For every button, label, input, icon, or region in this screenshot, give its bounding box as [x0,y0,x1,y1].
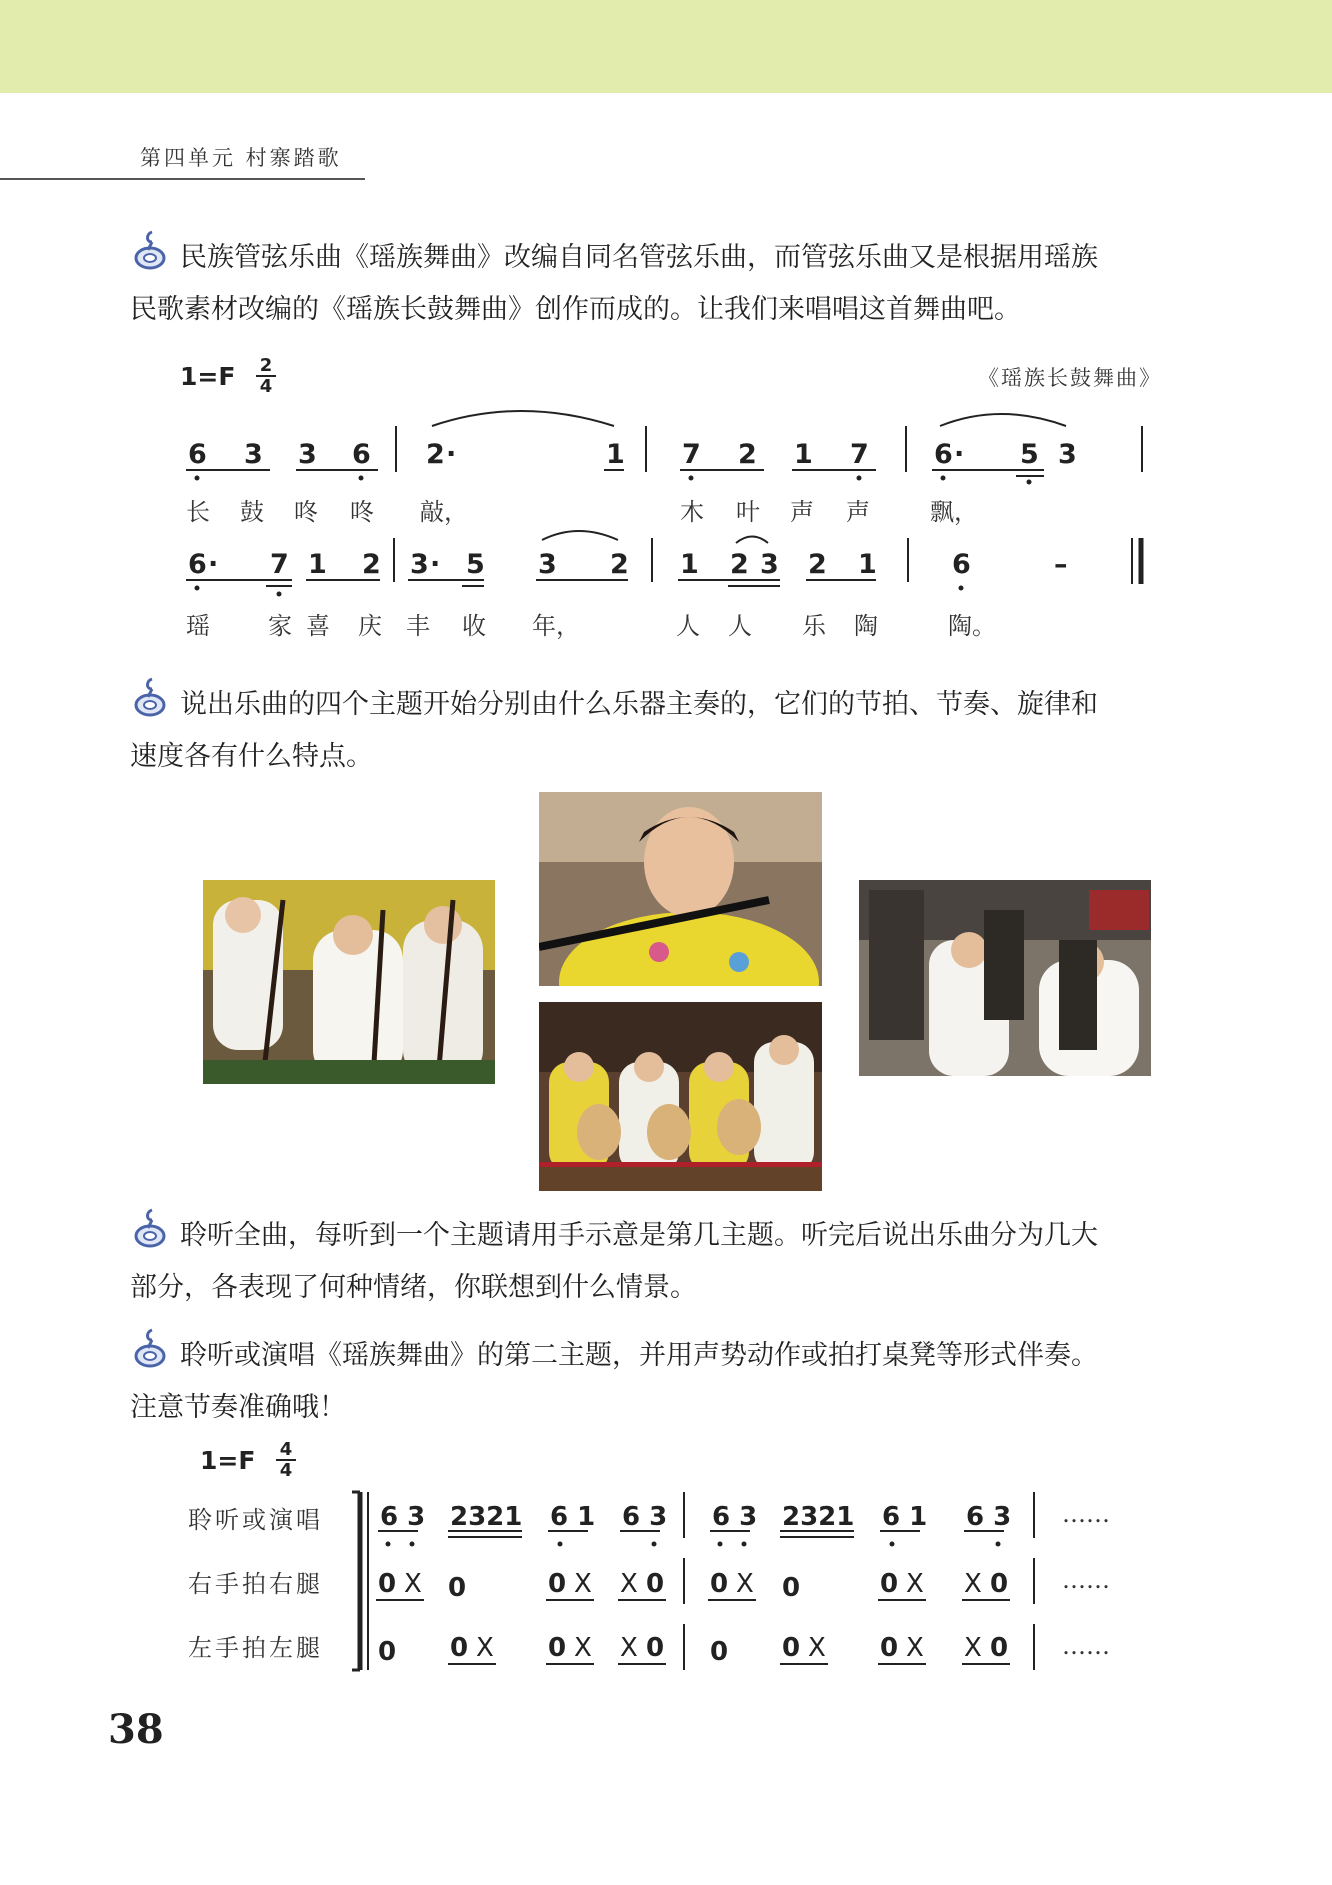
note: · [954,439,965,470]
lyric: 家 [268,612,292,640]
perform-line-2: 注意节奏准确哦！ [130,1392,346,1423]
note: · [430,549,441,580]
note: 6 3 [622,1502,668,1532]
beat: X [620,1633,638,1663]
beat: X [906,1569,924,1599]
question-line-1: 说出乐曲的四个主题开始分别由什么乐器主奏的，它们的节拍、节奏、旋律和 [180,689,1098,720]
lyric: 丰 [406,612,430,640]
beat: 0 [548,1569,567,1599]
beat: 0 [710,1637,729,1667]
note: 2 [730,549,749,580]
note: 3 [1058,439,1077,470]
lyric: 人 [728,612,752,640]
lyric: 声 [790,498,814,526]
lyric: 咚 [294,498,318,526]
note: 2321 [450,1502,523,1532]
unit-label: 第四单元 村寨踏歌 [140,146,342,170]
lyric: 叶 [736,498,760,526]
rhythm-row-label-right-hand: 右手拍右腿 [188,1570,323,1598]
beat: X [964,1633,982,1663]
listening-line-1: 聆听全曲，每听到一个主题请用手示意是第几主题。听完后说出乐曲分为几大 [180,1220,1098,1251]
note: 6 1 [882,1502,928,1532]
beat: 0 [548,1633,567,1663]
beat: 0 [990,1569,1009,1599]
rhythm-key: 1=F [200,1446,256,1475]
lyric: 陶。 [948,612,996,640]
beat: 0 [782,1633,801,1663]
lyric: 庆 [358,612,382,640]
note: 6 [352,439,371,470]
beat: 0 [646,1569,665,1599]
beat: 0 [378,1569,397,1599]
lyric: 声 [846,498,870,526]
song-time-bottom: 4 [259,376,273,397]
question-line-2: 速度各有什么特点。 [130,741,373,772]
beat: X [808,1633,826,1663]
note: 3 [538,549,557,580]
beat: 0 [710,1569,729,1599]
note: 6 [934,439,953,470]
note: 6 [188,439,207,470]
song-title: 《瑶族长鼓舞曲》 [978,366,1162,390]
note: – [1054,549,1068,580]
rhythm-time-top: 4 [279,1439,293,1460]
note: 5 [466,549,485,580]
note: 6 1 [550,1502,596,1532]
note: 7 [682,439,701,470]
note: 6 [952,549,971,580]
rhythm-row-label-left-hand: 左手拍左腿 [188,1634,323,1662]
lyric: 木 [680,498,704,526]
note: 1 [308,549,327,580]
note: 7 [850,439,869,470]
note: 6 3 [966,1502,1012,1532]
beat: X [620,1569,638,1599]
beat: X [906,1633,924,1663]
rhythm-time-bottom: 4 [279,1460,293,1481]
beat: 0 [782,1573,801,1603]
note: 2 [426,439,445,470]
perform-line-1: 聆听或演唱《瑶族舞曲》的第二主题，并用声势动作或拍打桌凳等形式伴奏。 [180,1340,1098,1371]
note: 7 [270,549,289,580]
lyric: 年， [532,612,580,640]
beat: 0 [378,1637,397,1667]
beat: 0 [880,1633,899,1663]
page-number: 38 [108,1706,164,1753]
rhythm-row-ellipsis-left-hand: …… [1062,1632,1110,1660]
note: · [446,439,457,470]
song-key: 1=F [180,362,236,391]
lyric: 收 [462,612,486,640]
lyric: 瑶 [186,612,210,640]
note: 6 [188,549,207,580]
note: 2 [610,549,629,580]
note: 3 [760,549,779,580]
lyric: 喜 [306,612,330,640]
note: 6 3 [712,1502,758,1532]
beat: 0 [880,1569,899,1599]
note: 2321 [782,1502,855,1532]
beat: X [476,1633,494,1663]
beat: X [736,1569,754,1599]
note: 1 [858,549,877,580]
song-time-top: 2 [259,355,273,376]
lyric: 陶 [854,612,878,640]
rhythm-row-ellipsis-sing: …… [1062,1500,1110,1528]
note: 3 [410,549,429,580]
beat: X [574,1633,592,1663]
note: 1 [680,549,699,580]
note: 5 [1020,439,1039,470]
intro-line-2: 民歌素材改编的《瑶族长鼓舞曲》创作而成的。让我们来唱唱这首舞曲吧。 [130,294,1021,325]
lyric: 乐 [802,612,826,640]
intro-line-1: 民族管弦乐曲《瑶族舞曲》改编自同名管弦乐曲，而管弦乐曲又是根据用瑶族 [180,242,1098,273]
note: 3 [244,439,263,470]
note: · [208,549,219,580]
note: 2 [808,549,827,580]
note: 2 [738,439,757,470]
lyric: 敲， [420,498,468,526]
rhythm-row-label-sing: 聆听或演唱 [188,1506,323,1534]
lyric: 人 [676,612,700,640]
lyric: 咚 [350,498,374,526]
listening-line-2: 部分，各表现了何种情绪，你联想到什么情景。 [130,1272,697,1303]
note: 1 [606,439,625,470]
beat: X [964,1569,982,1599]
beat: 0 [990,1633,1009,1663]
beat: 0 [450,1633,469,1663]
beat: X [404,1569,422,1599]
note: 6 3 [380,1502,426,1532]
rhythm-row-ellipsis-right-hand: …… [1062,1566,1110,1594]
beat: 0 [646,1633,665,1663]
note: 1 [794,439,813,470]
lyric: 鼓 [240,498,264,526]
note: 2 [362,549,381,580]
lyric: 飘， [930,498,978,526]
beat: 0 [448,1573,467,1603]
beat: X [574,1569,592,1599]
note: 3 [298,439,317,470]
lyric: 长 [186,498,210,526]
